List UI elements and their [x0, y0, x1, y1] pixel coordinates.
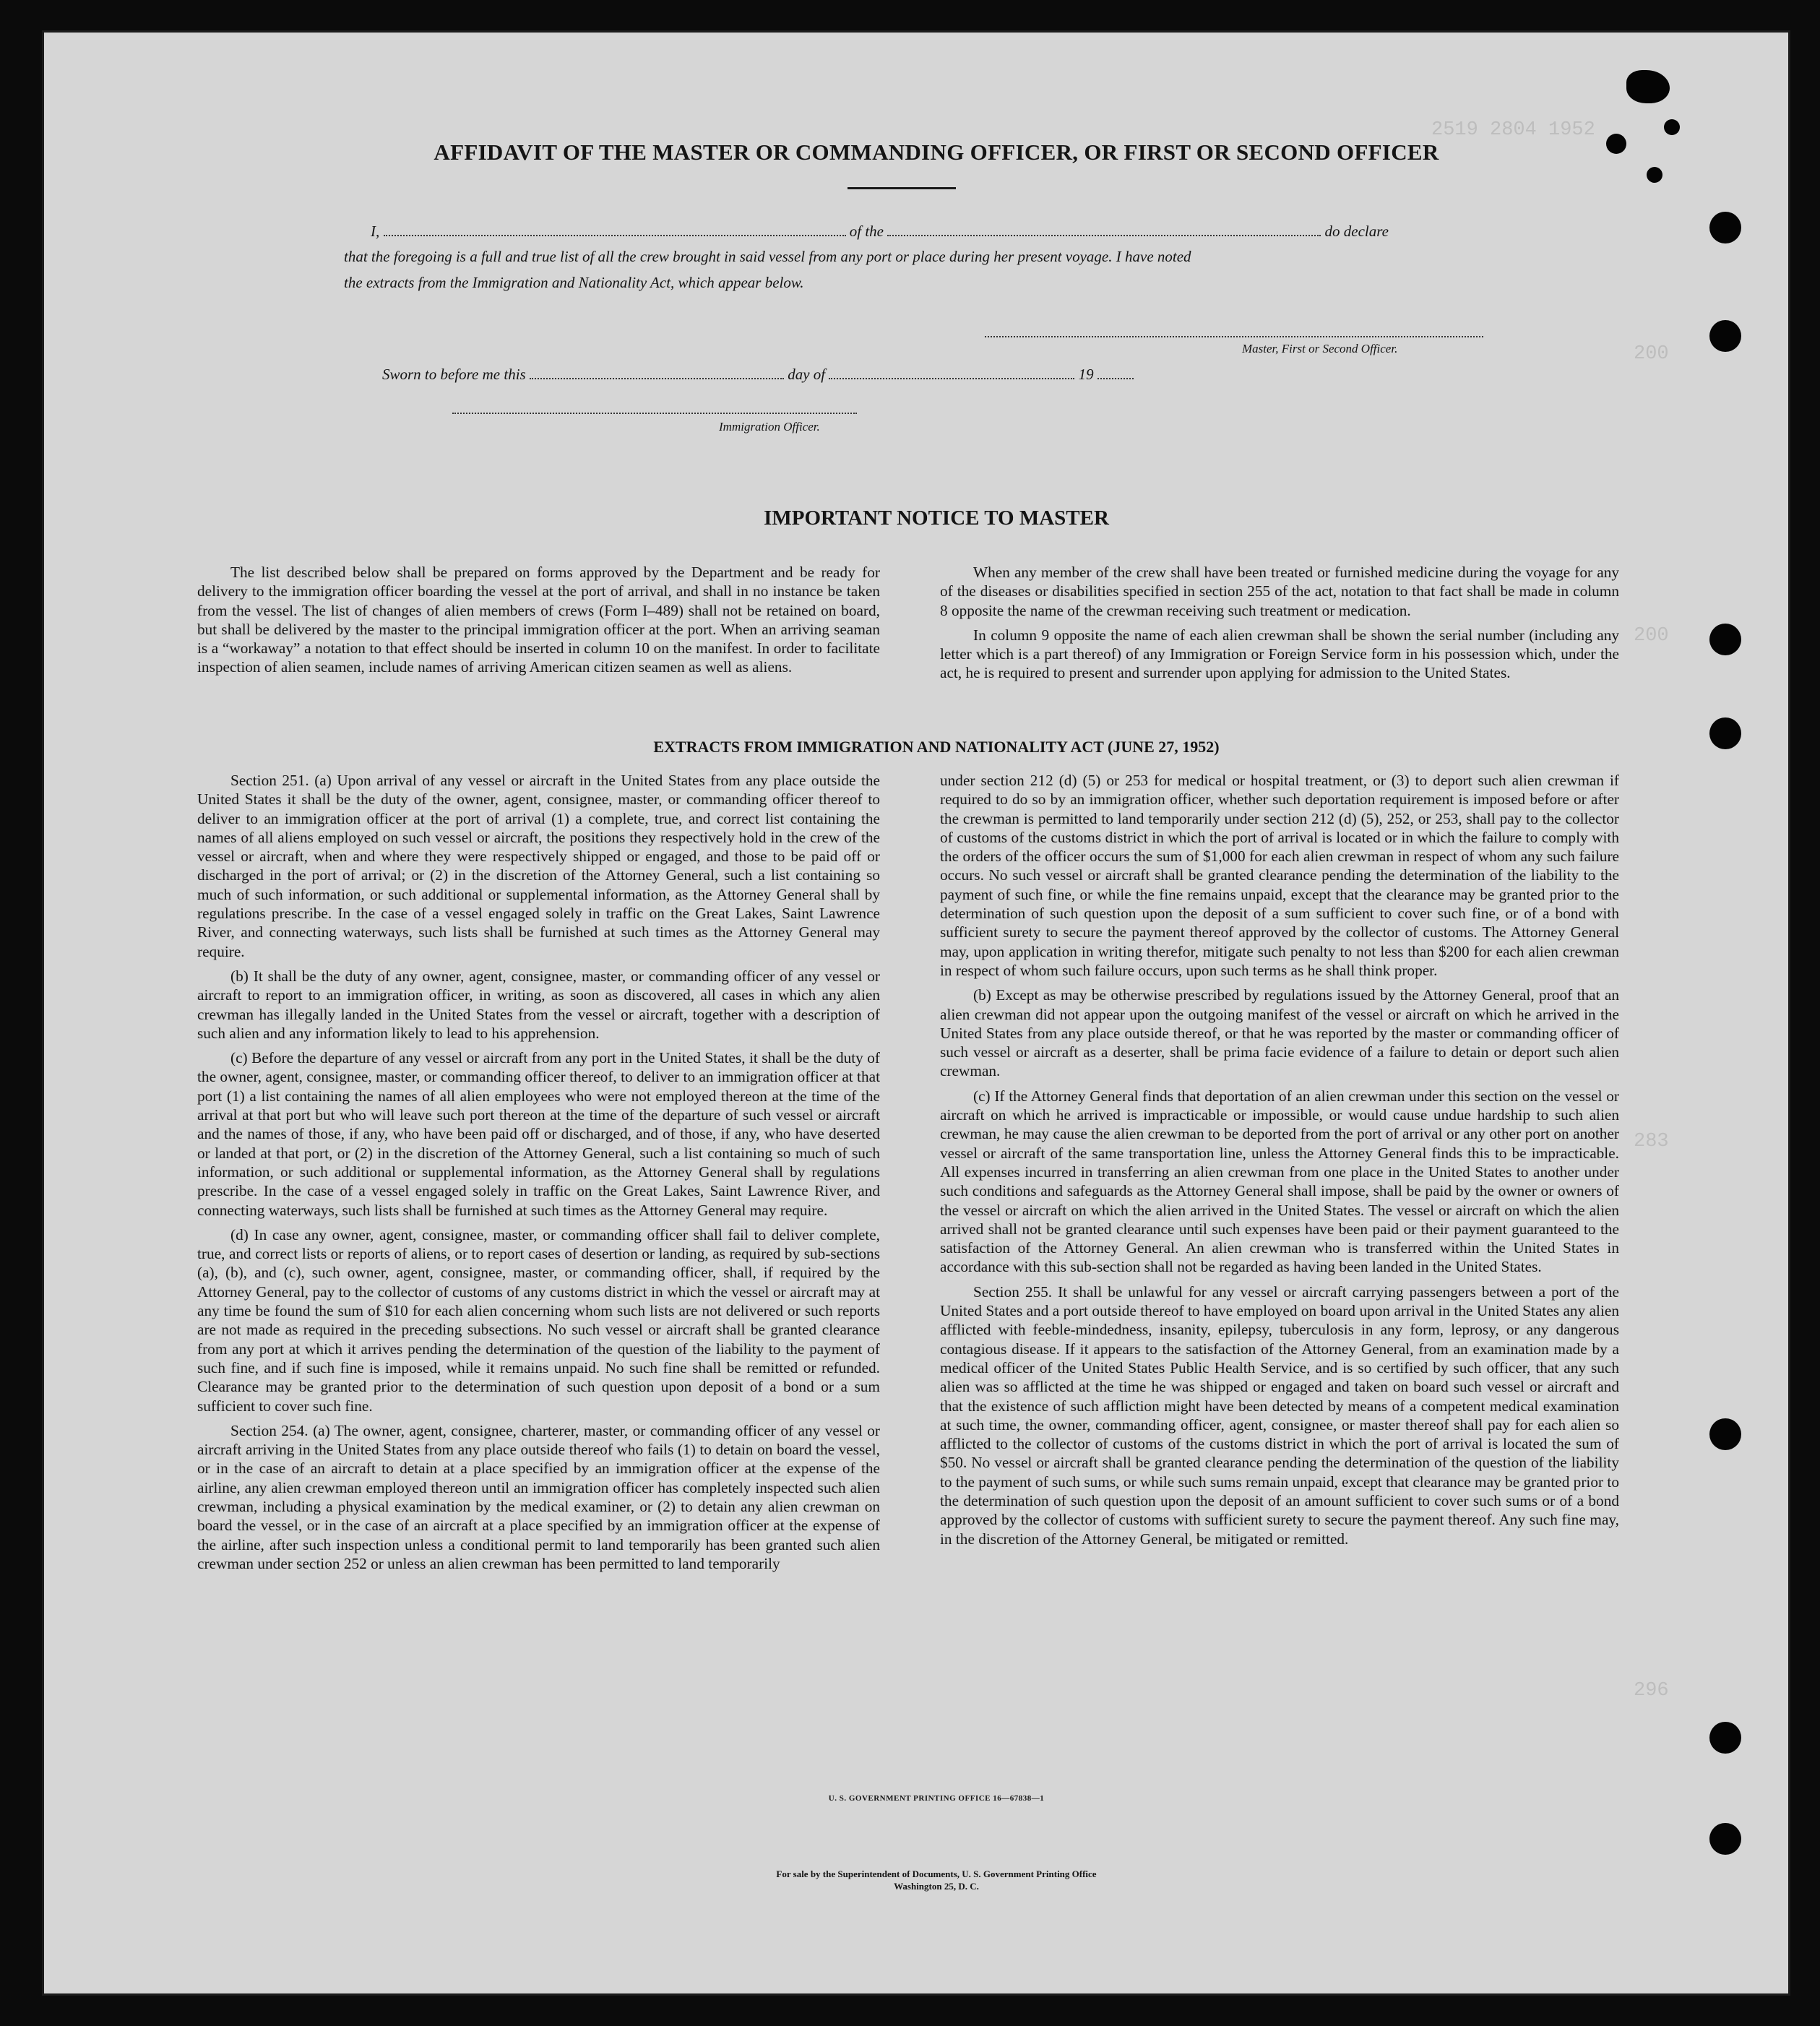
document-page — [42, 30, 1790, 1996]
declaration-text-2: that the foregoing is a full and true list of all the crew brought in said vessel from any port or place during her present voyage. I have noted — [344, 248, 1191, 265]
section-254-a: Section 254. (a) The owner, agent, consignee, charterer, master, or commanding officer of any vessel or aircraft arriving in the United States from any place outside thereof who fails (1) to detain on board the vessel, or in the case of an aircraft to detain at a place specified by an immigration officer at the expense of the airline, any alien crewman employed thereon until an immigration officer has completely inspected such alien crewman, including a physical examination by the medical examiner, or (2) to detain any alien crewman on board the vessel, or in the case of an aircraft at a place specified by an immigration officer at the expense of the airline, after such inspection unless a conditional permit to land temporarily has been granted such alien crewman under section 252 or unless an alien crewman has been permitted to land temporarily — [197, 1421, 880, 1572]
bleed-through-text: 200 — [1634, 343, 1669, 365]
notice-right-column — [940, 563, 1619, 689]
declaration-line — [371, 222, 1389, 241]
bleed-through-text: 296 — [1634, 1680, 1669, 1702]
declaration-text-3: the extracts from the Immigration and Nationality Act, which appear below. — [344, 274, 804, 291]
affidavit-title: AFFIDAVIT OF THE MASTER OR COMMANDING OFFICER, OR FIRST OR SECOND OFFICER — [434, 139, 1439, 165]
section-255: Section 255. It shall be unlawful for any vessel or aircraft carrying passengers between a port of the United States and a port outside thereof to have employed on board upon arrival in the United States any alien afflicted with feeble-mindedness, insanity, epilepsy, tuberculosis in any form, leprosy, or any dangerous contagious disease. If it appears to the satisfaction of the Attorney General, from an examination made by a medical officer of the United States Public Health Service, and is so certified by such officer, that any such alien was so afflicted at the time he was shipped or engaged and taken on board such vessel or aircraft and that the existence of such affliction might have been detected by means of a competent medical examination at such time, the owner, commanding officer, agent, consignee, or master thereof shall pay for each alien so afflicted to the collector of customs of the customs district in which the port of arrival is located the sum of $50. No vessel or aircraft shall be granted clearance pending the determination of the question of the liability to the payment of such sums, or while such sums remain unpaid, except that clearance may be granted prior to the determination of such question upon the deposit of an amount sufficient to cover such sums or of a bond approved by the collector of customs with sufficient surety to secure the payment thereof. Any such fine may, in the discretion of the Attorney General, be mitigated or remitted. — [940, 1283, 1619, 1548]
i-label: I, — [371, 223, 380, 240]
of-the-label: of the — [849, 223, 884, 240]
title-divider — [848, 187, 956, 189]
section-251-b: (b) It shall be the duty of any owner, agent, consignee, master, or commanding officer of any vessel or aircraft to report to an immigration officer, in writing, as soon as discovered, all cases in which any alien crewman has illegally landed in the United States from the vessel or aircraft, together with a description of such alien and any information likely to lead to his apprehension. — [197, 967, 880, 1042]
punch-hole — [1626, 70, 1670, 103]
section-251-c: (c) Before the departure of any vessel or aircraft from any port in the United States, it shall be the duty of the owner, agent, consignee, master, or commanding officer thereof, to deliver to an immigration officer at that port (1) a list containing the names of all alien employees who were not employed thereon at the time of the arrival at that port but who will leave such port thereon at the time of the departure of such vessel or aircraft and the names of those, if any, who have been paid off or discharged, and of those, if any, who have deserted or landed at that port, or (2) in the discretion of the Attorney General, such a list containing so much of such information, or such additional or supplemental information, as the Attorney General shall by regulations prescribe. In the case of a vessel engaged solely in traffic on the Great Lakes, Saint Lawrence River, and connecting waterways, such lists shall be furnished at such times as the Attorney General may require. — [197, 1049, 880, 1219]
sale-notice — [217, 1868, 1655, 1892]
name-field[interactable] — [384, 222, 846, 236]
do-declare-label: do declare — [1324, 223, 1389, 240]
bleed-through-text: 283 — [1634, 1131, 1669, 1152]
section-251-a: Section 251. (a) Upon arrival of any vessel or aircraft in the United States from any place outside the United States it shall be the duty of the owner, agent, consignee, master, or commanding officer thereof to deliver to an immigration officer at the port of arrival (1) a complete, true, and correct list containing the names of all aliens employed on such vessel or aircraft, the positions they respectively hold in the crew of the vessel or aircraft, when and where they were respectively shipped or engaged, and those to be paid off or discharged in the port of arrival; or (2) in the discretion of the Attorney General, such a list containing so much of such information, or such additional or supplemental information, as the Attorney General shall by regulations prescribe. In the case of a vessel engaged solely in traffic on the Great Lakes, Saint Lawrence River, and connecting waterways, such lists shall be furnished at such times as the Attorney General may require. — [197, 772, 880, 960]
sworn-day-field[interactable] — [530, 365, 784, 379]
sale-line-2: Washington 25, D. C. — [894, 1881, 979, 1892]
section-254-c: (c) If the Attorney General finds that deportation of an alien crewman under this section on the vessel or aircraft on which he arrived is impracticable or impossible, or would cause undue hardship to such alien crewman, he may cause the alien crewman to be deported from the port of arrival or any other port on another vessel or aircraft of the same transportation line, unless the Attorney General finds this to be impracticable. All expenses incurred in transferring an alien crewman from one place in the United States to another under such conditions and safeguards as the Attorney General shall impose, shall be paid by the owner or owners of the vessel or aircraft on which the alien arrived in the United States. The vessel or aircraft on which the alien arrived shall not be granted clearance until such expenses have been paid or their payment guaranteed to the satisfaction of the Attorney General. An alien crewman who is transferred within the United States in accordance with this sub-section shall not be regarded as having been landed in the United States. — [940, 1087, 1619, 1276]
extracts-left-column — [197, 771, 880, 1579]
vessel-field[interactable] — [887, 222, 1321, 236]
punch-hole — [1709, 212, 1741, 243]
punch-hole — [1709, 1418, 1741, 1450]
bleed-through-text: 2519 2804 1952 — [1431, 119, 1595, 141]
notice-left-column — [197, 563, 880, 683]
sale-line-1: For sale by the Superintendent of Documents, U. S. Government Printing Office — [776, 1868, 1097, 1879]
immigration-officer-signature-line[interactable] — [452, 413, 857, 414]
punch-hole — [1709, 717, 1741, 749]
master-signature-line[interactable] — [985, 336, 1483, 337]
bleed-through-text: 200 — [1634, 625, 1669, 647]
sworn-line — [382, 365, 1134, 384]
immigration-officer-label: Immigration Officer. — [719, 420, 820, 434]
notice-right-paragraph-2: In column 9 opposite the name of each alien crewman shall be shown the serial number (including any letter which is a part thereof) of any Immigration or Foreign Service form in his possession which, under the act, he is required to present and surrender upon applying for admission to the United States. — [940, 626, 1619, 682]
section-251-d: (d) In case any owner, agent, consignee, master, or commanding officer shall fail to deliver complete, true, and correct lists or reports of aliens, or to report cases of desertion or landing, as required by sub-sections (a), (b), and (c), such owner, agent, consignee, master, or commanding officer, shall, if required by the Attorney General, pay to the collector of customs of any customs district in which the vessel or aircraft may at any time be found the sum of $10 for each alien concerning whom such lists are not delivered or such reports are not made as required in the preceding subsections. No such vessel or aircraft shall be granted clearance from any port at which it arrives pending the determination of the question of the liability to the payment of such fine, and if such fine is imposed, while it remains unpaid. No such fine shall be remitted or refunded. Clearance may be granted prior to the determination of such question upon deposit of a bond or a sum sufficient to cover such fine. — [197, 1225, 880, 1415]
master-signature-label: Master, First or Second Officer. — [1242, 342, 1398, 355]
sworn-month-field[interactable] — [829, 365, 1074, 379]
punch-hole — [1709, 1823, 1741, 1855]
punch-hole — [1647, 167, 1662, 183]
sworn-label: Sworn to before me this — [382, 366, 526, 383]
year-label: 19 — [1078, 366, 1094, 383]
section-254-b: (b) Except as may be otherwise prescribed by regulations issued by the Attorney General, proof that an alien crewman did not appear upon the outgoing manifest of the vessel or aircraft on which he arrived in the United States from any place outside thereof, or that he was reported by the master or commanding officer of such vessel or aircraft as a deserter, shall be prima facie evidence of a failure to detain or deport such alien crewman. — [940, 986, 1619, 1080]
punch-hole — [1664, 119, 1680, 135]
punch-hole — [1709, 1722, 1741, 1754]
extracts-right-column — [940, 771, 1619, 1554]
notice-right-paragraph-1: When any member of the crew shall have been treated or furnished medicine during the voyage for any of the diseases or disabilities specified in section 255 of the act, notation to that fact shall be made in column 8 opposite the name of the crewman receiving such treatment or medication. — [940, 564, 1619, 619]
sworn-year-field[interactable] — [1097, 365, 1134, 379]
extracts-heading: EXTRACTS FROM IMMIGRATION AND NATIONALITY ACT (JUNE 27, 1952) — [653, 738, 1220, 756]
section-254-a-continued: under section 212 (d) (5) or 253 for medical or hospital treatment, or (3) to deport such alien crewman if required to do so by an immigration officer, whether such deportation requirement is imposed before or after the crewman is permitted to land temporarily under section 212 (d) (5), 252, or 253, shall pay to the collector of customs of the customs district in which the port of arrival is located or in which the failure to comply with the orders of the officer occurs the sum of $1,000 for each alien crewman in respect of whom any such failure occurs. No such vessel or aircraft shall be granted clearance pending the determination of the liability to the payment of such fine, or while the fine remains unpaid, except that the clearance may be granted prior to the determination of such question upon the deposit of a sum sufficient to cover such fine, or of a bond with sufficient surety to secure the payment thereof approved by the collector of customs. The Attorney General may, upon application in writing therefor, mitigate such penalty to not less than $200 for each alien crewman in respect of whom such failure occurs, upon such terms as he shall think proper. — [940, 772, 1619, 979]
notice-left-paragraph: The list described below shall be prepared on forms approved by the Department and be ready for delivery to the immigration officer boarding the vessel at the port of arrival, and shall in no instance be taken from the vessel. The list of changes of alien members of crews (Form I–489) shall not be retained on board, but shall be delivered by the master to the principal immigration officer at the port. When an arriving seaman is a “workaway” a notation to that effect should be inserted in column 10 on the manifest. In order to facilitate inspection of alien seamen, include names of arriving American citizen seamen as well as aliens. — [197, 564, 880, 676]
printer-imprint: U. S. GOVERNMENT PRINTING OFFICE 16—67838—1 — [828, 1794, 1045, 1803]
notice-heading: IMPORTANT NOTICE TO MASTER — [764, 506, 1109, 530]
day-of-label: day of — [788, 366, 826, 383]
punch-hole — [1709, 624, 1741, 655]
punch-hole — [1709, 320, 1741, 352]
